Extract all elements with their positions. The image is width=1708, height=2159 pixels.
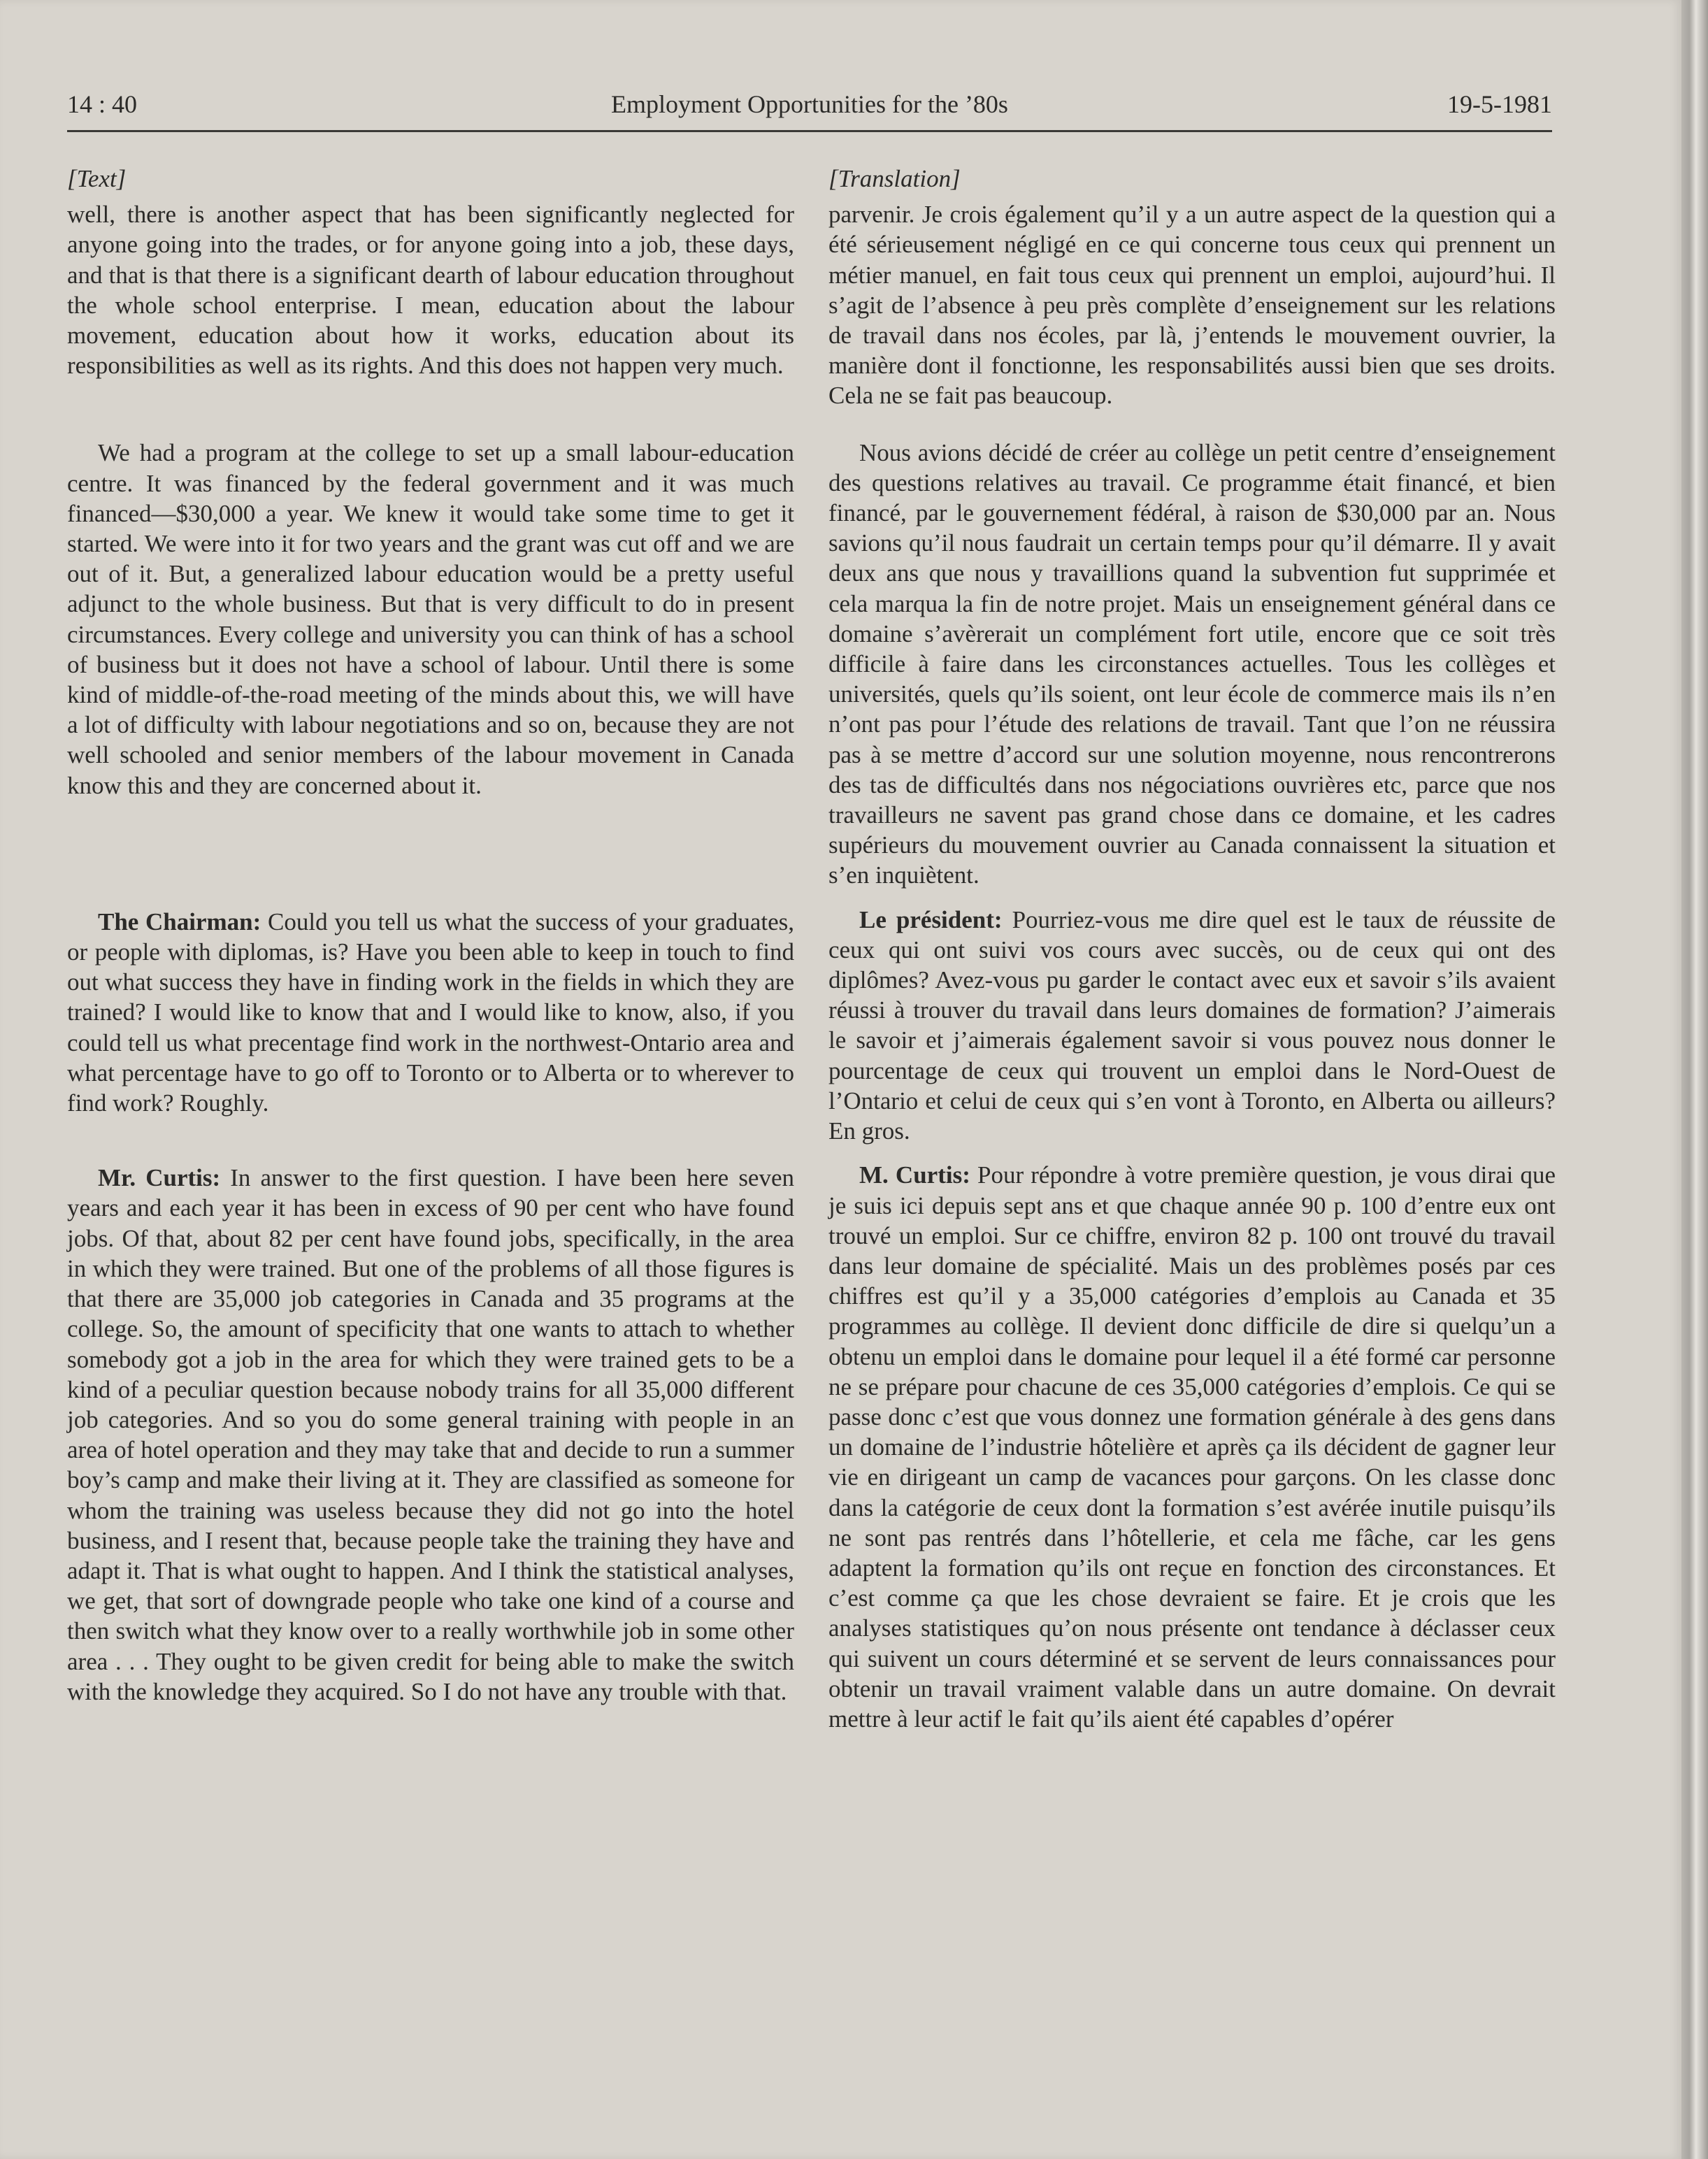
speech-paragraph xyxy=(67,1163,794,1707)
paragraph: We had a program at the college to set up a small labour-education centre. It was financed by the federal government and it was much financed—$30,000 a year. We knew it would take some time to get it started. We were into it for two years and the grant was cut off and we are out of it. But, a generalized labour education would be a pretty useful adjunct to the whole business. But that is very difficult to do in present circumstances. Every college and university you can think of has a school of business but it does not have a school of labour. Until there is some kind of middle-of-the-road meeting of the minds about this, we will have a lot of difficulty with labour negotiations and so on, because they are not well schooled and senior members of the labour movement in Canada know this and they are concerned about it. xyxy=(67,439,794,799)
paragraph-gap xyxy=(67,801,794,907)
publication-title: Employment Opportunities for the ’80s xyxy=(611,90,1008,118)
sitting-date: 19-5-1981 xyxy=(1447,90,1552,118)
speech-paragraph xyxy=(828,905,1556,1147)
speaker-name: Le président: xyxy=(859,905,1003,933)
speaker-name: M. Curtis: xyxy=(859,1161,970,1189)
paragraph-gap xyxy=(67,1118,794,1163)
speaker-name: The Chairman: xyxy=(98,908,261,935)
speech-paragraph xyxy=(828,1160,1556,1734)
page-edge xyxy=(1681,0,1708,2159)
paragraph-gap xyxy=(828,891,1556,905)
text-label: [Text] xyxy=(67,165,127,192)
paragraph-gap xyxy=(67,380,794,438)
page-number: 14 : 40 xyxy=(67,90,138,118)
speech-text: Could you tell us what the success of your graduates, or people with diplomas, is? Have you been able to keep in touch to find out what success they have in finding work in the fields in which they are trained? I would like to know that and I would like to know, also, if you could tell us what precentage find work in the northwest-Ontario area and what percentage have to go off to Toronto or to Alberta or to wherever to find work? Roughly. xyxy=(67,908,794,1117)
paragraph-gap xyxy=(828,411,1556,438)
paragraph: Nous avions décidé de créer au collège un petit centre d’enseignement des questions relatives au travail. Ce programme était financé, et bien financé, par le gouvernement fédéral, à raison de $30,000 par an. Nous savions qu’il nous faudrait un certain temps pour qu’il démarre. Il y avait deux ans que nous y travaillions quand la subvention fut supprimée et cela marqua la fin de notre projet. Mais un enseignement général dans ce domaine s’avèrerait un complément fort utile, encore que ce soit très difficile à faire dans les circonstances actuelles. Tous les collèges et universités, quels qu’ils soient, ont leur école de commerce mais ils n’en n’ont pas pour l’étude des relations de travail. Tant que l’on ne réussira pas à se mettre d’accord sur une solution moyenne, nous rencontrerons des tas de difficultés dans nos négociations ouvrières etc, parce que nos travailleurs ne savent pas grand chose dans ce domaine, et les cadres supérieurs du mouvement ouvrier au Canada connaissent la situation et s’en inquiètent. xyxy=(828,438,1556,889)
paragraph-gap xyxy=(828,1146,1556,1160)
english-column xyxy=(67,164,794,1707)
speech-paragraph xyxy=(67,907,794,1118)
paragraph: parvenir. Je crois également qu’il y a un autre aspect de la question qui a été sérieusement négligé en ce qui concerne tous ceux qui prennent un métier manuel, en fait tous ceux qui prennent un emploi, aujourd’hui. Il s’agit de l’absence à peu près complète d’enseignement sur les relations de travail dans nos écoles, par là, j’entends le mouvement ouvrier, la manière dont il fonctionne, les responsabilités aussi bien que ses droits. Cela ne se fait pas beaucoup. xyxy=(828,201,1556,410)
french-column xyxy=(828,164,1556,1734)
translation-label: [Translation] xyxy=(828,165,961,192)
speaker-name: Mr. Curtis: xyxy=(98,1164,221,1192)
speech-text: Pourriez-vous me dire quel est le taux de réussite de ceux qui ont suivi vos cours avec succès, ou de ceux qui ont des diplômes? Avez-vous pu garder le contact avec eux et savoir s’ils avaient réussi à trouver du travail dans leurs domaines de formation? J’aimerais le savoir et j’aimerais également savoir si vous pouvez nous donner le pourcentage de ceux qui trouvent un emploi dans le Nord-Ouest de l’Ontario et celui de ceux qui s’en vont à Toronto, en Alberta ou ailleurs? En gros. xyxy=(828,905,1556,1145)
speech-text: In answer to the first question. I have been here seven years and each year it has been in excess of 90 per cent who have found jobs. Of that, about 82 per cent have found jobs, specifically, in the area in which they were trained. But one of the problems of all those figures is that there are 35,000 job categories in Canada and 35 programs at the college. So, the amount of specificity that one wants to attach to whether somebody got a job in the area for which they were trained gets to be a kind of a peculiar question because nobody trains for all 35,000 different job categories. And so you do some general training with people in an area of hotel operation and they may take that and decide to run a summer boy’s camp and make their living at it. They are classified as someone for whom the training was useless because they did not go into the hotel business, and I resent that, because people take the training they have and adapt it. That is what ought to happen. And I think the statistical analyses, we get, that sort of downgrade people who take one kind of a course and then switch what they know over to a really worthwhile job in some other area . . . They ought to be given credit for being able to make the switch with the knowledge they acquired. So I do not have any trouble with that. xyxy=(67,1164,795,1705)
running-header xyxy=(67,89,1552,132)
paragraph: well, there is another aspect that has been significantly neglected for anyone going into the trades, or for anyone going into a job, these days, and that is that there is a significant dearth of labour education throughout the whole school enterprise. I mean, education about the labour movement, education about how it works, education about its responsibilities as well as its rights. And this does not happen very much. xyxy=(67,201,794,380)
speech-text: Pour répondre à votre première question, je vous dirai que je suis ici depuis sept ans et que chaque année 90 p. 100 d’entre eux ont trouvé un emploi. Sur ce chiffre, environ 82 p. 100 ont trouvé du travail dans leur domaine de spécialité. Mais un des problèmes posés par ces chiffres est qu’il y a 35,000 catégories d’emplois au Canada et 35 programmes au collège. Il devient donc difficile de dire si quelqu’un a obtenu un emploi dans le domaine pour lequel il a été formé car personne ne se prépare pour chacune de ces 35,000 catégories d’emplois. Ce qui se passe donc c’est que vous donnez une formation générale à des gens dans un domaine de l’industrie hôtelière et après ça ils décident de gagner leur vie en dirigeant un camp de vacances pour garçons. On les classe donc dans la catégorie de ceux dont la formation s’est avérée inutile puisqu’ils ne sont pas rentrés dans l’hôtellerie, et cela me fâche, car les gens adaptent la formation qu’ils ont reçue en fonction des circonstances. Et c’est comme ça que les chose devraient se faire. Et je crois que les analyses statistiques qu’on nous présente ont tendance à déclasser ceux qui suivent un cours déterminé et se servent de leurs connaissances pour obtenir un travail vraiment valable dans un autre domaine. On devrait mettre à leur actif le fait qu’ils aient été capables d’opérer xyxy=(828,1161,1556,1733)
